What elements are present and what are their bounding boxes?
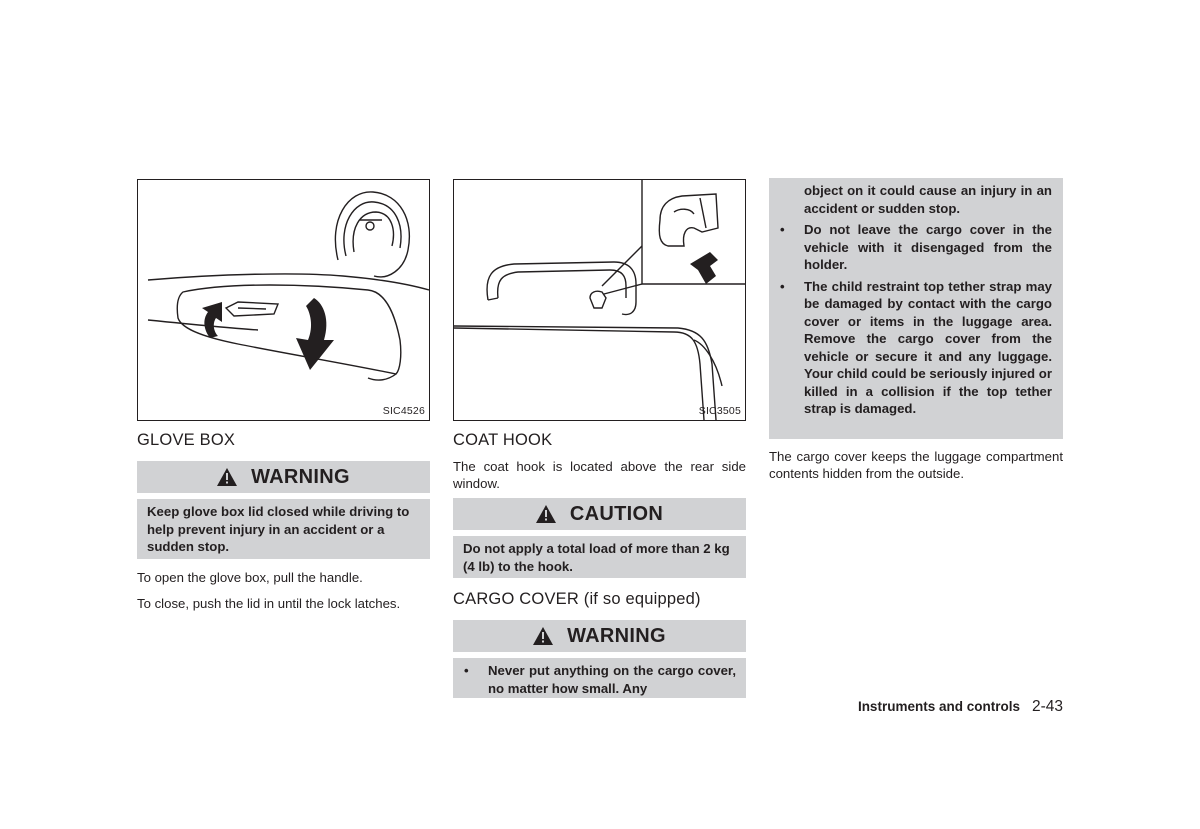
warning-body-continued xyxy=(769,178,1063,439)
figure-label: SIC4526 xyxy=(382,405,425,417)
coat-hook-drawing xyxy=(454,180,745,420)
caution-text: Do not apply a total load of more than 2 kg (4 lb) to the hook. xyxy=(463,541,730,574)
warning-title: WARNING xyxy=(567,624,666,647)
list-item xyxy=(769,278,1052,418)
list-item xyxy=(769,182,1052,217)
list-item xyxy=(769,221,1052,274)
paragraph-coat-hook: The coat hook is located above the rear side window. xyxy=(453,459,746,491)
caution-header xyxy=(453,498,746,530)
section-heading-cargo-cover: CARGO COVER (if so equipped) xyxy=(453,590,701,608)
bullet-text: Do not leave the cargo cover in the vehicle with it disengaged from the holder. xyxy=(804,222,1052,272)
warning-body xyxy=(137,499,430,559)
caution-body xyxy=(453,536,746,578)
warning-header xyxy=(137,461,430,493)
section-heading-glove-box: GLOVE BOX xyxy=(137,431,236,449)
bullet-icon: • xyxy=(780,222,785,237)
warning-body xyxy=(453,658,746,698)
caution-triangle-icon xyxy=(536,505,556,523)
paragraph-open: To open the glove box, pull the handle. xyxy=(137,570,363,585)
warning-triangle-icon xyxy=(533,627,553,645)
warning-triangle-icon xyxy=(217,468,237,486)
page-number: 2-43 xyxy=(1031,698,1063,715)
caution-title: CAUTION xyxy=(569,502,664,525)
warning-title: WARNING xyxy=(251,465,350,488)
section-heading-coat-hook: COAT HOOK xyxy=(453,431,553,449)
warning-list xyxy=(769,182,1052,418)
bullet-text: Never put anything on the cargo cover, no matter how small. Any xyxy=(488,663,736,696)
footer-section-title: Instruments and controls xyxy=(857,699,1020,714)
glove-box-drawing xyxy=(138,180,429,420)
bullet-text: object on it could cause an injury in an accident or sudden stop. xyxy=(804,183,1052,216)
bullet-icon: • xyxy=(780,278,785,294)
warning-text: Keep glove box lid closed while driving to help prevent injury in an accident or a sudden stop. xyxy=(147,504,410,554)
glove-box-illustration xyxy=(137,179,430,421)
paragraph-cargo-cover: The cargo cover keeps the luggage compartment contents hidden from the outside. xyxy=(769,449,1063,481)
bullet-text: The child restraint top tether strap may be damaged by contact with the cargo cover or items in the luggage area. Remove the cargo cover from the vehicle or secure it and any luggage. Your child could be seriously injured or killed in a collision if the top tether strap is damaged. xyxy=(804,278,1052,416)
paragraph-close: To close, push the lid in until the lock latches. xyxy=(137,596,401,611)
warning-header xyxy=(453,620,746,652)
list-item xyxy=(453,662,736,697)
figure-label: SIC3505 xyxy=(698,405,741,417)
bullet-icon: • xyxy=(464,663,469,678)
coat-hook-illustration xyxy=(453,179,746,421)
page-footer xyxy=(858,698,1063,716)
warning-list xyxy=(453,662,736,697)
